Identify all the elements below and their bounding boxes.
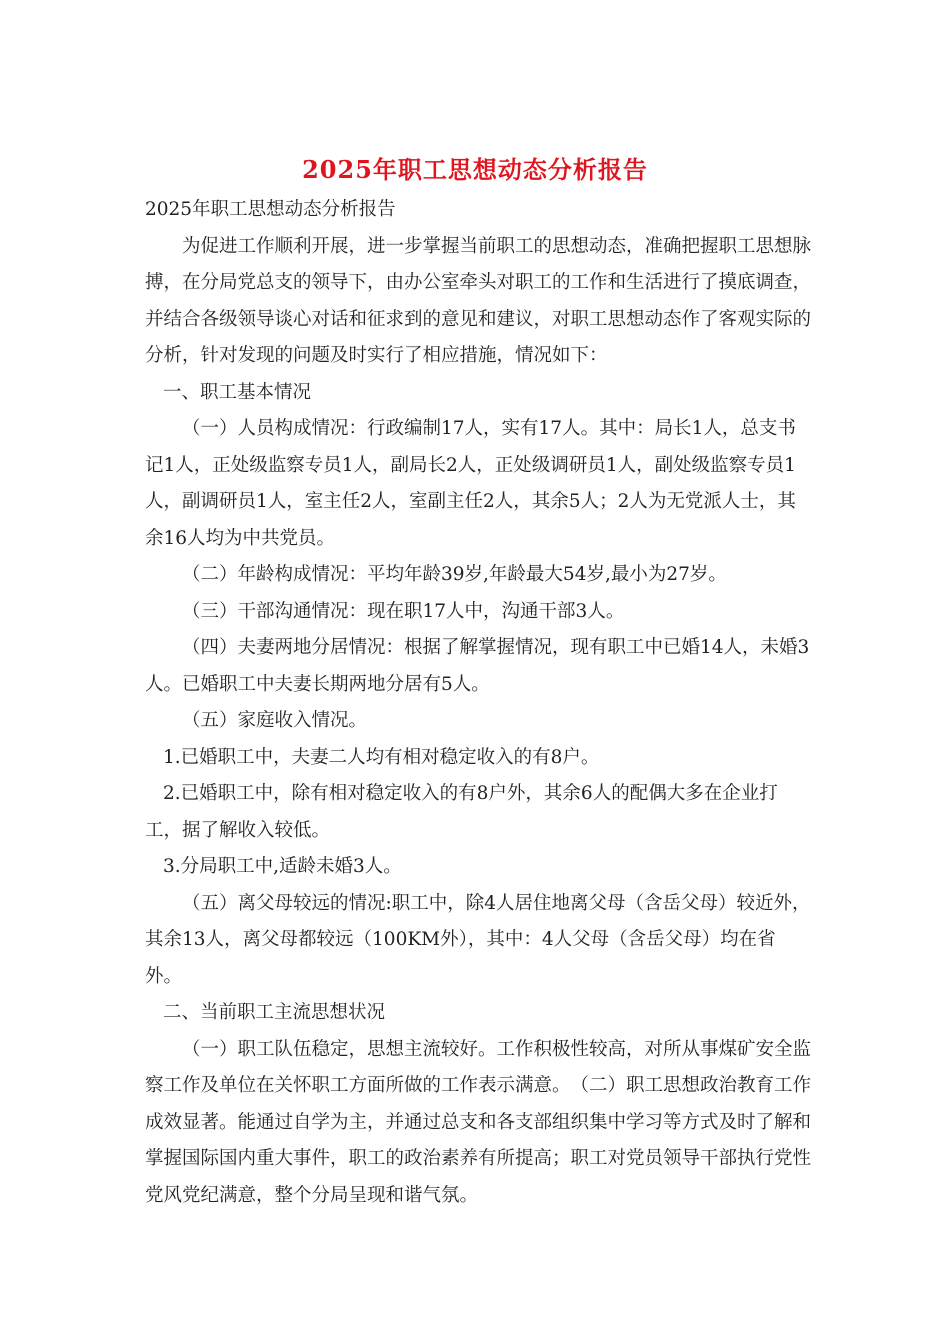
paragraph-parents-distance: （五）离父母较远的情况:职工中，除4人居住地离父母（含岳父母）较近外，其余13人，离父母都较远（100KM外），其中：4人父母（含岳父母）均在省外。	[145, 892, 811, 987]
paragraph-mainstream-thought: （一）职工队伍稳定，思想主流较好。工作积极性较高，对所从事煤矿安全监察工作及单位在关怀职工方面所做的工作表示满意。 （二）职工思想政治教育工作成效显著。能通过自学为主，并通过总支和各支部组织集中学习等方式及时了解和掌握国际国内重大事件，职工的政治素养有所提高；职工对党员领导干部执行党性党风党纪满意，整个分局呈现和谐气氛。	[145, 1038, 812, 1206]
subtitle-paragraph: 2025年职工思想动态分析报告	[145, 199, 396, 220]
paragraph-staff-composition: （一）人员构成情况：行政编制17人，实有17人。其中：局长1人，总支书记1人，正处级监察专员1人，副局长2人，正处级调研员1人，副处级监察专员1人，副调研员1人，室主任2人，室副主任2人，其余5人；2人为无党派人士，其余16人均为中共党员。	[145, 418, 796, 549]
paragraph-separation: （四）夫妻两地分居情况：根据了解掌握情况，现有职工中已婚14人，未婚3人。已婚职工中夫妻长期两地分居有5人。	[145, 637, 810, 695]
section-heading-2: 二、当前职工主流思想状况	[163, 1002, 386, 1023]
document-body	[145, 192, 811, 1214]
document-title: 2025年职工思想动态分析报告	[302, 155, 648, 184]
paragraph-cadre-exchange: （三）干部沟通情况：现在职17人中，沟通干部3人。	[182, 600, 625, 622]
list-item-income-1: 1.已婚职工中，夫妻二人均有相对稳定收入的有8户。	[163, 746, 600, 768]
intro-paragraph: 为促进工作顺利开展，进一步掌握当前职工的思想动态，准确把握职工思想脉搏，在分局党总支的领导下，由办公室牵头对职工的工作和生活进行了摸底调查，并结合各级领导谈心对话和征求到的意见和建议，对职工思想动态作了客观实际的分析，针对发现的问题及时实行了相应措施，情况如下：	[145, 235, 812, 366]
section-heading-1: 一、职工基本情况	[163, 381, 312, 403]
list-item-income-2: 2.已婚职工中，除有相对稳定收入的有8户外，其余6人的配偶大多在企业打工，据了解收入较低。	[145, 783, 778, 841]
list-item-income-3: 3.分局职工中,适龄未婚3人。	[163, 856, 402, 877]
paragraph-age: （二）年龄构成情况：平均年龄39岁,年龄最大54岁,最小为27岁。	[182, 564, 727, 585]
paragraph-income-heading: （五）家庭收入情况。	[182, 710, 368, 731]
